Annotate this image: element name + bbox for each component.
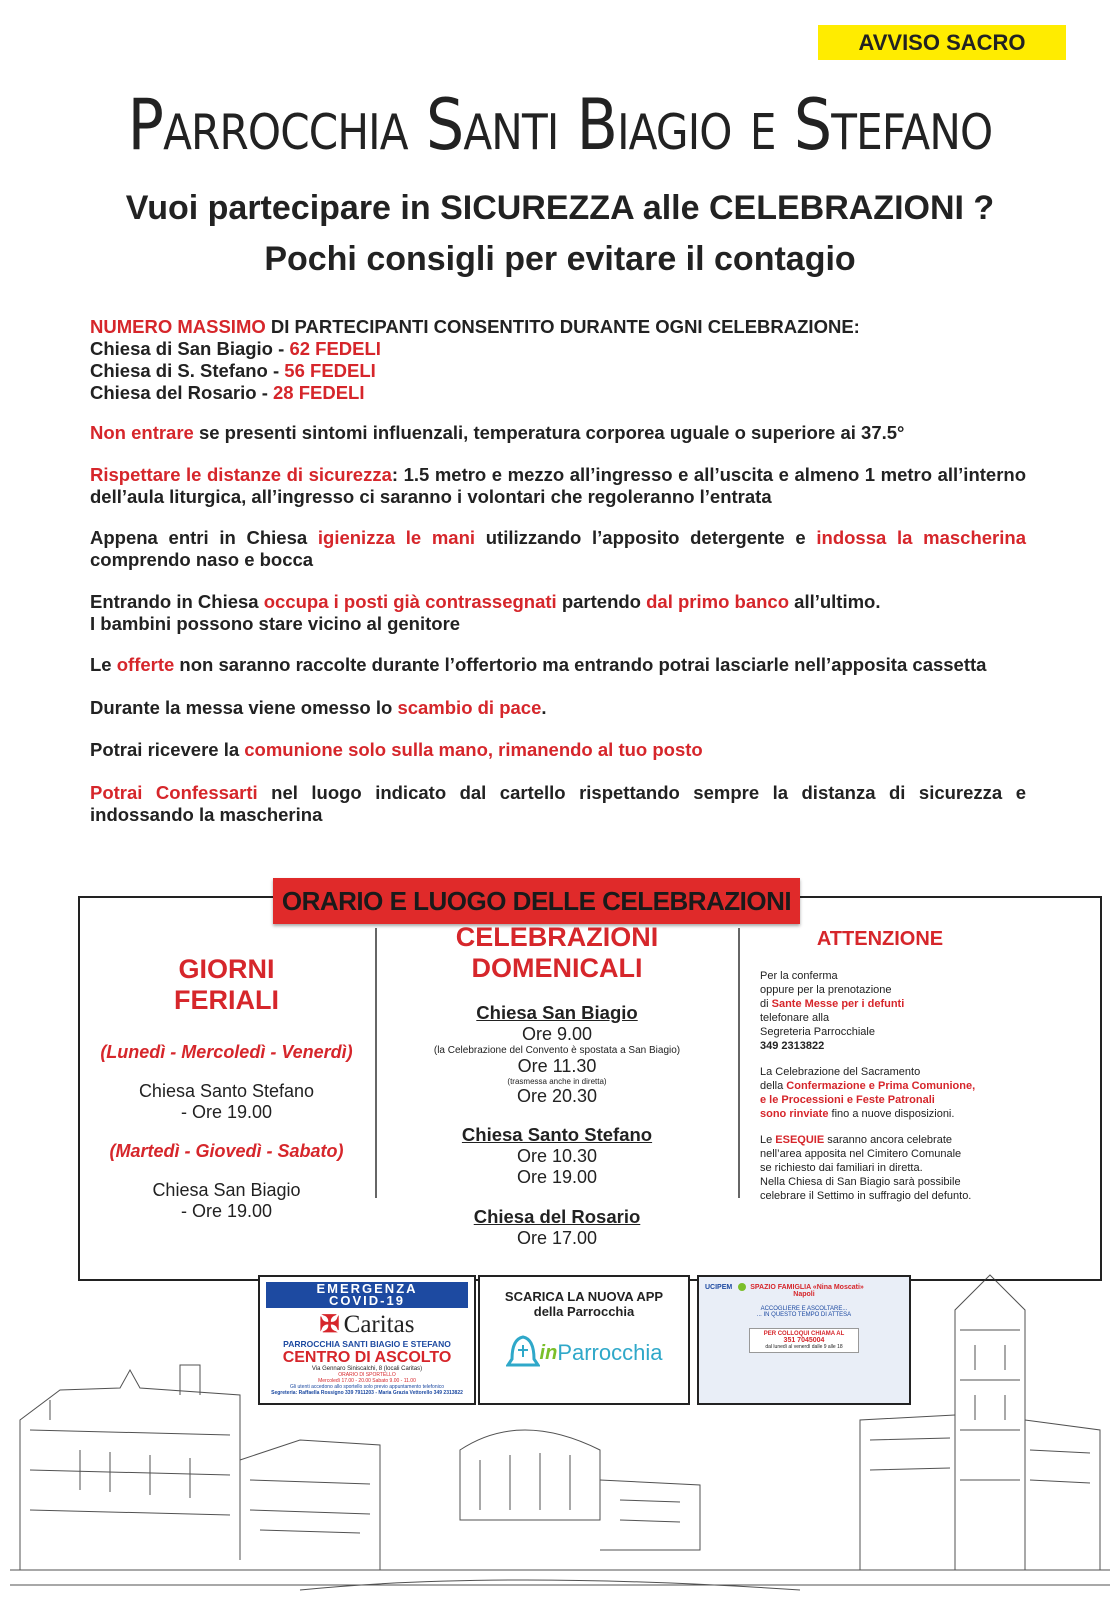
schedule-header: ORARIO E LUOGO DELLE CELEBRAZIONI — [273, 878, 800, 924]
caritas-hours: Mercoledì 17.00 - 20.00 Sabato 9.00 - 11.00 — [318, 1378, 416, 1384]
divider — [738, 928, 740, 1198]
capacity-item: Chiesa di San Biagio - 62 FEDELI — [90, 338, 381, 359]
weekday-church: Chiesa Santo Stefano — [138, 1081, 315, 1101]
capacity-item: Chiesa del Rosario - 28 FEDELI — [90, 382, 365, 403]
mass-time: Ore 17.00 — [516, 1228, 598, 1248]
caritas-hours-title: ORARIO DI SPORTELLO — [338, 1372, 396, 1378]
mass-time: Ore 11.30 — [517, 1056, 597, 1076]
rule-hygiene: Appena entri in Chiesa igienizza le mani utilizzando l’apposito detergente e indossa la mascherina comprendo naso e bocca — [90, 527, 1026, 570]
weekdays-column — [84, 954, 369, 1222]
app-line1: SCARICA LA NUOVA APP — [504, 1289, 664, 1304]
caritas-parish: PARROCCHIA SANTI BIAGIO E STEFANO — [283, 1339, 451, 1349]
subtitle-1: Vuoi partecipare in SICUREZZA alle CELEBRAZIONI ? — [125, 189, 995, 227]
mass-note: (trasmessa anche in diretta) — [507, 1077, 607, 1086]
family-line1: ACCOGLIERE E ASCOLTARE... — [760, 1306, 848, 1312]
family-title: SPAZIO FAMIGLIA «Nina Moscati» — [750, 1283, 864, 1291]
mass-note: (la Celebrazione del Convento è spostata a San Biagio) — [433, 1045, 681, 1056]
weekday-church: Chiesa San Biagio — [152, 1180, 301, 1200]
mass-time: Ore 9.00 — [521, 1024, 593, 1044]
rule-offerings: Le offerte non saranno raccolte durante l’offertorio ma entrando potrai lasciarle nell’apposita cassetta — [90, 654, 987, 675]
bell-icon — [506, 1333, 540, 1373]
rule-confession: Potrai Confessarti nel luogo indicato dal cartello rispettando sempre la distanza di sicurezza e indossando la mascherina — [90, 782, 1026, 825]
church-name: Chiesa Santo Stefano — [461, 1124, 653, 1145]
app-brand: Parrocchia — [557, 1340, 663, 1365]
family-phone: 351 7045004 — [783, 1337, 825, 1344]
caritas-cross-icon: ✠ — [319, 1311, 340, 1338]
mass-time: Ore 10.30 — [516, 1146, 598, 1166]
sunday-column — [384, 922, 730, 1249]
weekdays-title: GIORNI — [178, 954, 275, 984]
notice-badge: AVVISO SACRO — [818, 25, 1066, 60]
rule-no-entry: Non entrare se presenti sintomi influenzali, temperatura corporea uguale o superiore ai 37.5° — [90, 422, 905, 443]
attention-paragraph: Le ESEQUIE saranno ancora celebrate nell’area apposita nel Cimitero Comunale se richiesto dai familiari in diretta. Nella Chiesa di San Biagio sarà possibile celebrare il Settimo in suffragio del defunto. — [760, 1134, 972, 1202]
caritas-emergency: COVID-19 — [329, 1293, 405, 1308]
sunday-title: CELEBRAZIONI — [455, 922, 659, 952]
subtitle-2: Pochi consigli per evitare il contagio — [264, 240, 856, 278]
family-logo-icon — [738, 1283, 746, 1291]
mass-time: Ore 20.30 — [516, 1086, 598, 1106]
caritas-address: Via Gennaro Siniscalchi, 8 (locali Caritas) — [311, 1366, 423, 1372]
caritas-brand: Caritas — [343, 1310, 415, 1338]
weekday-group-days: (Martedì - Giovedì - Sabato) — [109, 1141, 344, 1161]
capacity-heading: DI PARTECIPANTI CONSENTITO DURANTE OGNI CELEBRAZIONE: — [265, 316, 860, 337]
family-city: Napoli — [793, 1291, 815, 1298]
weekday-group-days: (Lunedì - Mercoledì - Venerdì) — [100, 1042, 353, 1062]
family-days: dal lunedì al venerdì dalle 9 alle 18 — [765, 1344, 843, 1350]
capacity-block — [90, 316, 1026, 404]
capacity-item: Chiesa di S. Stefano - 56 FEDELI — [90, 360, 376, 381]
rule-communion: Potrai ricevere la comunione solo sulla mano, rimanendo al tuo posto — [90, 739, 703, 760]
caritas-contacts: Segreteria: Raffaella Rossigno 339 7911203 - Maria Grazia Vettorello 349 2313822 — [271, 1390, 463, 1396]
rule-seating: Entrando in Chiesa occupa i posti già contrassegnati partendo dal primo banco all’ultimo. I bambini possono stare vicino al genitore — [90, 591, 881, 634]
family-line2: ... IN QUESTO TEMPO DI ATTESA — [756, 1312, 852, 1318]
weekdays-title: FERIALI — [174, 985, 279, 1015]
caritas-center: CENTRO DI ASCOLTO — [282, 1349, 452, 1366]
attention-column — [760, 928, 1000, 1203]
caritas-emergency: EMERGENZA — [316, 1281, 418, 1296]
rule-peace: Durante la messa viene omesso lo scambio di pace. — [90, 697, 547, 718]
church-name: Chiesa San Biagio — [476, 1002, 638, 1023]
family-call: PER COLLOQUI CHIAMA AL — [763, 1331, 845, 1337]
rule-distance: Rispettare le distanze di sicurezza: 1.5 metro e mezzo all’ingresso e all’uscita e almeno 1 metro all’interno dell’aula liturgica, all’ingresso ci saranno i volontari che regoleranno l’entrata — [90, 464, 1026, 507]
page-title: Parrocchia Santi Biagio e Stefano — [127, 84, 993, 166]
capacity-heading-red: NUMERO MASSIMO — [90, 316, 266, 337]
family-panel[interactable] — [697, 1275, 911, 1405]
caritas-panel[interactable] — [258, 1275, 476, 1405]
sunday-title: DOMENICALI — [471, 953, 643, 983]
caritas-note: Gli utenti accedono allo sportello solo previo appuntamento telefonico — [290, 1384, 444, 1390]
app-panel[interactable] — [478, 1275, 690, 1405]
app-line2: della Parrocchia — [533, 1304, 635, 1319]
attention-paragraph: La Celebrazione del Sacramento della Confermazione e Prima Comunione, e le Processioni e Feste Patronali sono rinviate fino a nuove disposizioni. — [760, 1066, 976, 1120]
church-name: Chiesa del Rosario — [473, 1206, 641, 1227]
weekday-time: - Ore 19.00 — [180, 1102, 273, 1122]
app-brand-in: in — [539, 1341, 558, 1364]
attention-paragraph: Per la conferma oppure per la prenotazione di Sante Messe per i defunti telefonare alla Segreteria Parrocchiale 349 2313822 — [760, 970, 905, 1052]
mass-time: Ore 19.00 — [516, 1167, 598, 1187]
attention-title: ATTENZIONE — [816, 928, 944, 950]
weekday-time: - Ore 19.00 — [180, 1201, 273, 1221]
divider — [375, 928, 377, 1198]
family-org: UCIPEM — [705, 1283, 733, 1291]
